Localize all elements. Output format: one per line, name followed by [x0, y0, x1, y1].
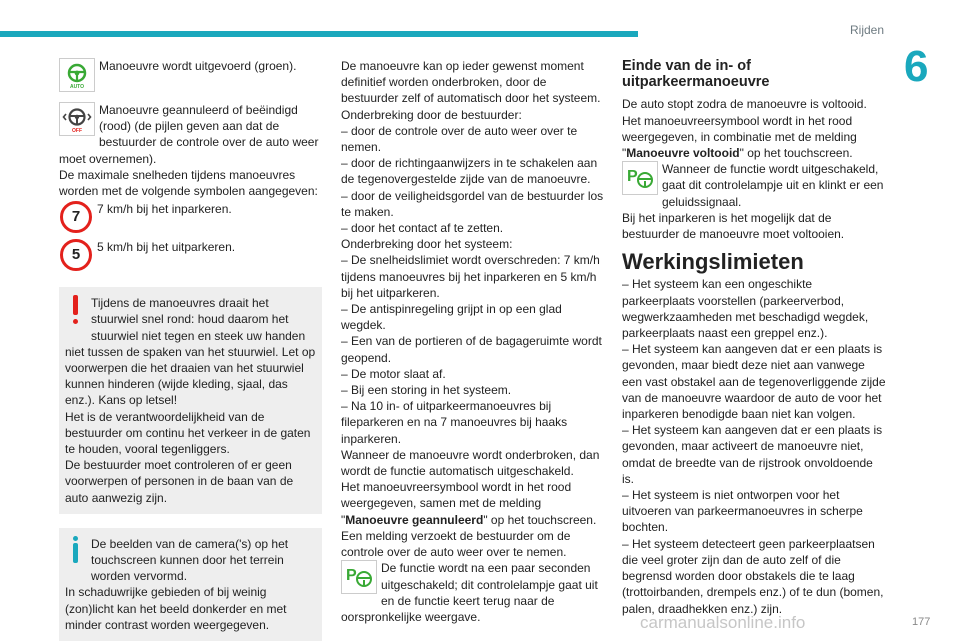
end-icon-text: Wanneer de functie wordt uitgeschakeld, gaat dit controlelampje uit en klinkt er een geluidssignaal. — [662, 162, 884, 209]
speed-7-value: 7 — [60, 201, 92, 233]
steering-off-red-icon — [59, 102, 95, 136]
warning-text-2: Het is de verantwoordelijkheid van de bestuurder om continu het verkeer in de gaten te houden, vooral tegenliggers. — [65, 409, 311, 457]
col2-line: – door de veiligheidsgordel van de bestuurder los te maken. — [341, 188, 604, 219]
column-2 — [341, 58, 604, 625]
cancel-message: Het manoeuvreersymbool wordt in het rood weergegeven, samen met de melding "Manoeuvre geannuleerd" op het touchscreen. — [341, 480, 597, 527]
speed-5-text: 5 km/h bij het uitparkeren. — [97, 240, 236, 255]
col2-line: – door de richtingaanwijzers in te schakelen aan de tegenovergestelde zijde van de manoeuvre. — [341, 156, 598, 187]
speed-item-7 — [59, 201, 322, 237]
limit-item: – Het systeem kan een ongeschikte parkeerplaats voorstellen (parkeerverbod, wegwerkzaamheden met beschadigd wegdek, parkeerplaats naast een greppel enz.). — [622, 277, 869, 341]
speed-5-icon — [59, 239, 93, 271]
col2-line: De manoeuvre kan op ieder gewenst moment definitief worden onderbroken, door de bestuurder zelf of automatisch door het systeem. — [341, 59, 601, 106]
limit-item: – Het systeem detecteert geen parkeerplaatsen die veel groter zijn dan de auto zelf of die begrensd worden door obstakels die te laag (trottoirbanden, drempels enz.) of te dun (bomen, palen, draadhekken enz.) zijn. — [622, 536, 884, 616]
col2-line: – De antispinregeling grijpt in op een glad wegdek. — [341, 302, 562, 333]
end-message: Het manoeuvreersymbool wordt in het rood weergegeven, in combinatie met de melding "Manoeuvre voltooid" op het touchscreen. — [622, 113, 857, 161]
park-assist-green-icon — [341, 560, 377, 594]
icon-off-label: OFF — [72, 128, 82, 133]
svg-text:P: P — [346, 567, 357, 585]
speed-5-value: 5 — [60, 239, 92, 271]
item-green-text: Manoeuvre wordt uitgevoerd (groen). — [99, 59, 297, 73]
column-1 — [59, 58, 322, 641]
col2-line: – De motor slaat af. — [341, 366, 446, 381]
cancel-message-bold: Manoeuvre geannuleerd — [345, 512, 484, 527]
warning-exclamation-icon — [65, 295, 85, 329]
col2-line: Wanneer de manoeuvre wordt onderbroken, dan wordt de functie automatisch uitgeschakeld. — [341, 447, 600, 479]
speed-7-text: 7 km/h bij het inparkeren. — [97, 202, 232, 217]
icon-auto-label: AUTO — [69, 84, 85, 89]
function-off-text: De functie wordt na een paar seconden uitgeschakeld; dit controlelampje gaat uit en de functie keert terug naar de oorspronkelijke weergave. — [341, 561, 598, 624]
speed-item-5 — [59, 239, 322, 275]
heading-end-manoeuvre: Einde van de in- of uitparkeermanoeuvre — [622, 58, 770, 91]
end-message-bold: Manoeuvre voltooid — [626, 146, 740, 161]
park-off-item — [341, 560, 604, 625]
info-text-2: In schaduwrijke gebieden of bij weinig (zon)licht kan het beeld donkerder en met minder contrast worden weergegeven. — [65, 585, 287, 632]
park-assist-green-icon — [622, 161, 658, 195]
steering-auto-green-icon — [59, 58, 95, 92]
speed-7-icon — [59, 201, 93, 233]
col2-line: – Bij een storing in het systeem. — [341, 383, 512, 398]
status-item-off — [59, 102, 322, 167]
col2-line: – door het contact af te zetten. — [341, 221, 504, 236]
end-text-3: Bij het inparkeren is het mogelijk dat de bestuurder de manoeuvre moet voltooien. — [622, 210, 845, 242]
chapter-number: 6 — [904, 42, 929, 91]
watermark: carmanualsonline.info — [640, 613, 806, 632]
header-accent-bar — [0, 31, 638, 37]
col2-line: – door de controle over de auto weer over te nemen. — [341, 123, 578, 155]
col2-line: – De snelheidslimiet wordt overschreden: 7 km/h tijdens manoeuvres bij het inparkeren en 5 km/h bij het uitparkeren. — [341, 253, 600, 300]
col2-line: Onderbreking door de bestuurder: — [341, 107, 522, 122]
limit-item: – Het systeem kan aangeven dat er een plaats is gevonden, maar biedt deze niet aan vanwege een vast obstakel aan de tegenoverliggende zijde van de manoeuvre waardoor de auto de voor het inparkeren benodigde baan niet kan volgen. — [622, 342, 886, 422]
warning-text-1: Tijdens de manoeuvres draait het stuurwiel snel rond: houd daarom het stuurwiel niet tegen en steek uw handen niet tussen de spaken van het stuurwiel. Let op voorwerpen die het draaien van het stuurwiel kunnen hinderen (wijde kleding, sjaal, das enz.). Kans op letsel! — [65, 296, 316, 408]
status-item-green — [59, 58, 322, 94]
warning-box — [59, 287, 322, 514]
max-speed-intro: De maximale snelheden tijdens manoeuvres worden met de volgende symbolen aangegeven: — [59, 167, 318, 199]
column-3 — [622, 58, 887, 617]
col2-line: – Na 10 in- of uitparkeermanoeuvres bij fileparkeren en na 7 manoeuvres bij haaks inparkeren. — [341, 399, 568, 446]
page-number: 177 — [912, 616, 931, 628]
heading-limits: Werkingslimieten — [622, 249, 804, 275]
section-title: Rijden — [850, 23, 885, 37]
limit-item: – Het systeem is niet ontworpen voor het uitvoeren van parkeermanoeuvres in scherpe bochten. — [622, 488, 863, 535]
info-box — [59, 528, 322, 641]
col2-line: Onderbreking door het systeem: — [341, 237, 513, 252]
end-icon-item — [622, 161, 887, 210]
warning-text-3: De bestuurder moet controleren of er geen voorwerpen of personen in de baan van de auto aanwezig zijn. — [65, 458, 294, 505]
svg-text:P: P — [627, 168, 638, 186]
take-control-text: Een melding verzoekt de bestuurder om de controle over de auto weer over te nemen. — [341, 528, 571, 560]
limit-item: – Het systeem kan aangeven dat er een plaats is gevonden, maar activeert de manoeuvre niet, omdat de breedte van de rijstrook onvoldoende is. — [622, 423, 883, 486]
info-icon — [65, 536, 85, 570]
end-text-1: De auto stopt zodra de manoeuvre is voltooid. — [622, 97, 867, 112]
item-off-text: Manoeuvre geannuleerd of beëindigd (rood) (de pijlen geven aan dat de bestuurder de controle over de auto weer moet overnemen). — [59, 103, 319, 166]
info-text-1: De beelden van de camera('s) op het touchscreen kunnen door het terrein worden vervormd. — [91, 536, 289, 584]
col2-line: – Een van de portieren of de bagageruimte wordt geopend. — [341, 334, 602, 365]
